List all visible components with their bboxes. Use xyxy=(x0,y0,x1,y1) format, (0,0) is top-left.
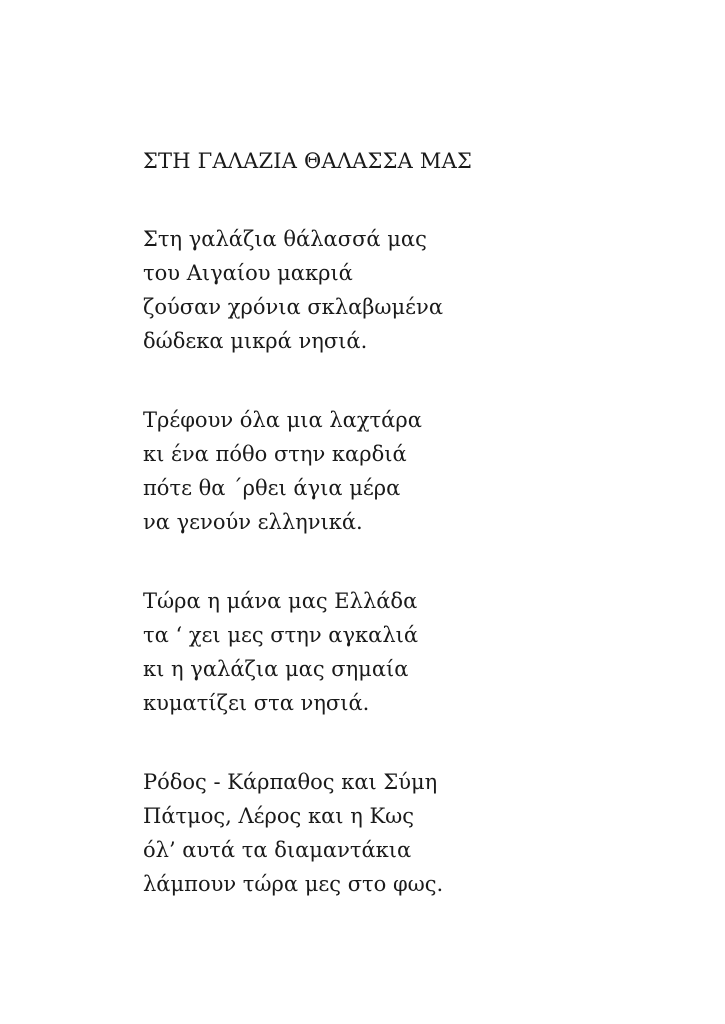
stanza-1 xyxy=(143,222,683,358)
stanza-4 xyxy=(143,765,683,901)
poem-line: κι η γαλάζια μας σημαία xyxy=(143,657,409,681)
poem-line: τα ‘ χει μες στην αγκαλιά xyxy=(143,623,419,647)
poem-line: ζούσαν χρόνια σκλαβωμένα xyxy=(143,295,444,319)
poem-line: Στη γαλάζια θάλασσά μας xyxy=(143,227,427,251)
poem-line: του Αιγαίου μακριά xyxy=(143,261,353,285)
poem-line: λάμπουν τώρα μες στο φως. xyxy=(143,872,444,896)
poem-line: Ρόδος - Κάρπαθος και Σύμη xyxy=(143,770,438,794)
stanza-2 xyxy=(143,403,683,539)
poem-line: Πάτμος, Λέρος και η Κως xyxy=(143,804,415,828)
poem-line: κυματίζει στα νησιά. xyxy=(143,691,370,715)
poem-line: Τρέφουν όλα μια λαχτάρα xyxy=(143,408,422,432)
poem-line: δώδεκα μικρά νησιά. xyxy=(143,329,368,353)
poem xyxy=(143,144,683,901)
stanza-3 xyxy=(143,584,683,720)
poem-line: πότε θα ΄ρθει άγια μέρα xyxy=(143,476,401,500)
poem-title: ΣΤΗ ΓΑΛΑΖΙΑ ΘΑΛΑΣΣΑ ΜΑΣ xyxy=(143,149,473,173)
poem-line: κι ένα πόθο στην καρδιά xyxy=(143,442,407,466)
poem-line: να γενούν ελληνικά. xyxy=(143,510,363,534)
poem-line: όλ’ αυτά τα διαμαντάκια xyxy=(143,838,412,862)
poem-line: Τώρα η μάνα μας Ελλάδα xyxy=(143,589,418,613)
